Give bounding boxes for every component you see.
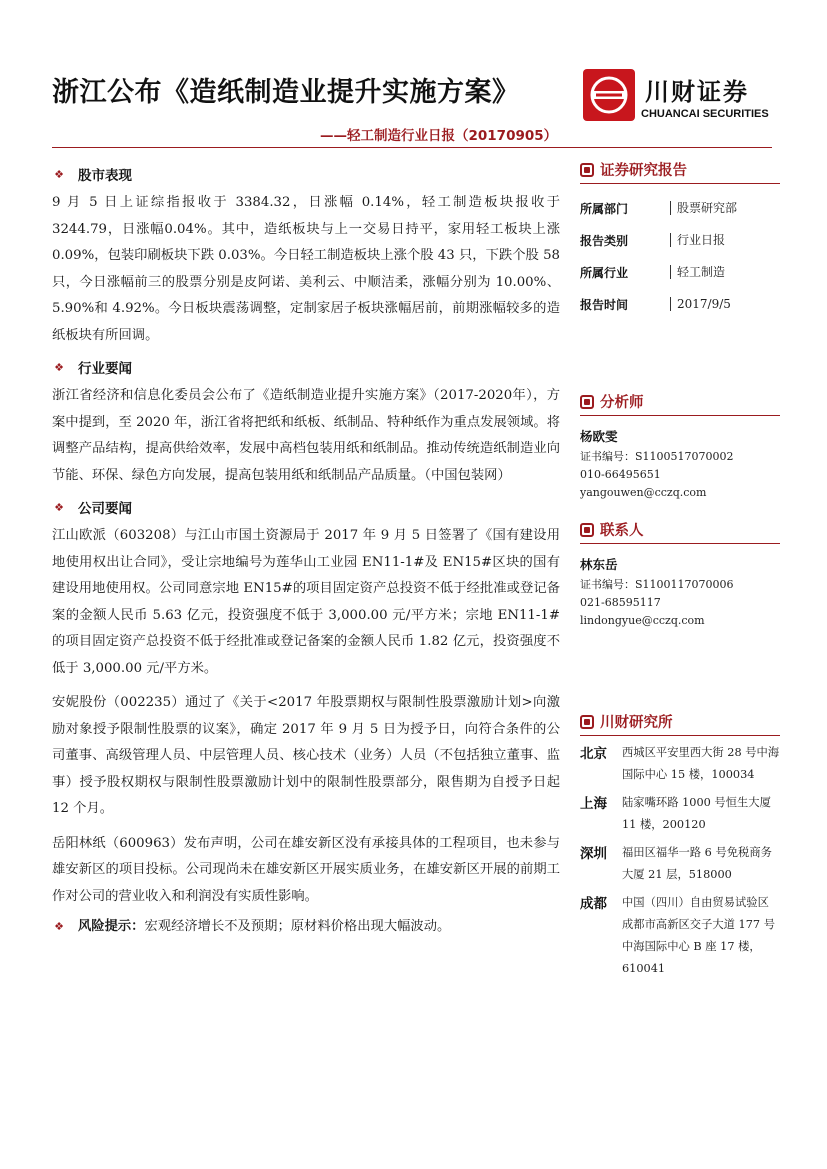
company-paragraph-2: 安妮股份（002235）通过了《关于<2017 年股票期权与限制性股票激励计划>向激励对象授予限制性股票的议案》，确定 2017 年 9 月 5 日为授予日，向符合条件的公司董事、高级管理人员、中层管理人员、核心技术（业务）人员（不包括独立董事、监事）授予股权期权与限制性股票激励计划中的限制性股票部分，限售期为自授予日起 12 个月。: [52, 695, 560, 816]
sidebar: [580, 160, 780, 986]
main-content: [52, 162, 560, 940]
office-beijing: 北京 西城区平安里西大街 28 号中海国际中心 15 楼，100034: [580, 746, 780, 781]
diamond-bullet-icon: ❖: [54, 500, 64, 514]
analyst-cert: 证书编号：S1100517070002: [580, 450, 734, 463]
contact-info: [580, 556, 780, 630]
analyst-phone: 010-66495651: [580, 468, 661, 481]
risk-warning: [52, 914, 560, 940]
report-title: 浙江公布《造纸制造业提升实施方案》: [52, 77, 520, 108]
institute-heading: 川财研究所: [580, 712, 780, 736]
section-heading-industry: ❖ 行业要闻: [52, 355, 560, 379]
analyst-info: [580, 428, 780, 502]
square-bullet-icon: [580, 715, 594, 729]
meta-row-date: 报告时间 2017/9/5: [580, 297, 731, 312]
office-shenzhen: 深圳 福田区福华一路 6 号免税商务大厦 21 层，518000: [580, 846, 772, 881]
contact-heading: 联系人: [580, 520, 780, 544]
meta-row-category: 报告类别 行业日报: [580, 233, 726, 248]
square-bullet-icon: [580, 163, 594, 177]
company-paragraph-1: 江山欧派（603208）与江山市国土资源局于 2017 年 9 月 5 日签署了《国有建设用地使用权出让合同》，受让宗地编号为莲华山工业园 EN11-1#及 EN15#区块的国有建设用地使用权。公司同意宗地 EN15#的项目固定资产总投资不低于经批准或登记备案的金额人民币 5.63 亿元，投资强度不低于 3,000.00 元/平方米；宗地 EN11-1#的项目固定资产总投资不低于经批准或登记备案的金额人民币 1.82 亿元，投资强度不低于 3,000.00 元/平方米。: [52, 528, 560, 676]
diamond-bullet-icon: ❖: [54, 167, 64, 181]
report-meta: [580, 192, 780, 320]
office-addresses: [580, 742, 780, 980]
section-heading-market: ❖ 股市表现: [52, 162, 560, 186]
risk-text: 宏观经济增长不及预期；原材料价格出现大幅波动。: [144, 919, 451, 934]
analyst-email[interactable]: yangouwen@cczq.com: [580, 486, 707, 499]
analyst-heading: 分析师: [580, 392, 780, 416]
company-paragraph-3: 岳阳林纸（600963）发布声明，公司在雄安新区没有承接具体的工程项目，也未参与雄安新区的项目投标。公司现尚未在雄安新区开展实质业务，在雄安新区开展的前期工作对公司的营业收入和利润没有实质性影响。: [52, 835, 560, 904]
office-shanghai: 上海 陆家嘴环路 1000 号恒生大厦 11 楼，200120: [580, 796, 771, 831]
risk-label: 风险提示：: [78, 919, 145, 934]
meta-row-department: 所属部门 股票研究部: [580, 201, 738, 216]
office-chengdu: 成都 中国（四川）自由贸易试验区成都市高新区交子大道 177 号中海国际中心 B 座 17 楼，610041: [580, 896, 776, 975]
header-divider: [52, 147, 772, 148]
meta-row-industry: 所属行业 轻工制造: [580, 265, 726, 280]
report-info-heading: 证券研究报告: [580, 160, 780, 184]
logo-chinese-name: 川财证券: [645, 78, 749, 106]
square-bullet-icon: [580, 395, 594, 409]
contact-name: 林东岳: [580, 557, 618, 572]
diamond-bullet-icon: ❖: [54, 360, 64, 374]
industry-paragraph: 浙江省经济和信息化委员会公布了《造纸制造业提升实施方案》（2017-2020年），方案中提到，至 2020 年，浙江省将把纸和纸板、纸制品、特种纸作为重点发展领域。将调整产品结构，提高供给效率，发展中高档包装用纸和纸制品。推动传统造纸制造业向节能、环保、绿色方向发展，提高包装用纸和纸制品产品质量。（中国包装网）: [52, 388, 560, 483]
diamond-bullet-icon: ❖: [54, 920, 64, 933]
company-logo: [583, 66, 773, 124]
market-paragraph: 9 月 5 日上证综指报收于 3384.32，日涨幅 0.14%，轻工制造板块报收于 3244.79，日涨幅0.04%。其中，造纸板块与上一交易日持平，家用轻工板块上涨 0.09%，包装印刷板块下跌 0.03%。今日轻工制造板块上涨个股 43 只，下跌个股 58 只，今日涨幅前三的股票分别是皮阿诺、美利云、中顺洁柔，涨幅分别为 10.00%、5.90%和 4.92%。今日板块震荡调整，定制家居子板块涨幅居前，前期涨幅较多的造纸板块有所回调。: [52, 195, 560, 343]
analyst-name: 杨欧雯: [580, 429, 618, 444]
logo-mark-icon: [583, 69, 635, 121]
square-bullet-icon: [580, 523, 594, 537]
contact-cert: 证书编号：S1100117070006: [580, 578, 734, 591]
logo-english-name: CHUANCAI SECURITIES: [641, 108, 769, 120]
section-heading-company: ❖ 公司要闻: [52, 495, 560, 519]
contact-phone: 021-68595117: [580, 596, 661, 609]
contact-email[interactable]: lindongyue@cczq.com: [580, 614, 705, 627]
report-subtitle: ——轻工制造行业日报（20170905）: [320, 128, 558, 144]
